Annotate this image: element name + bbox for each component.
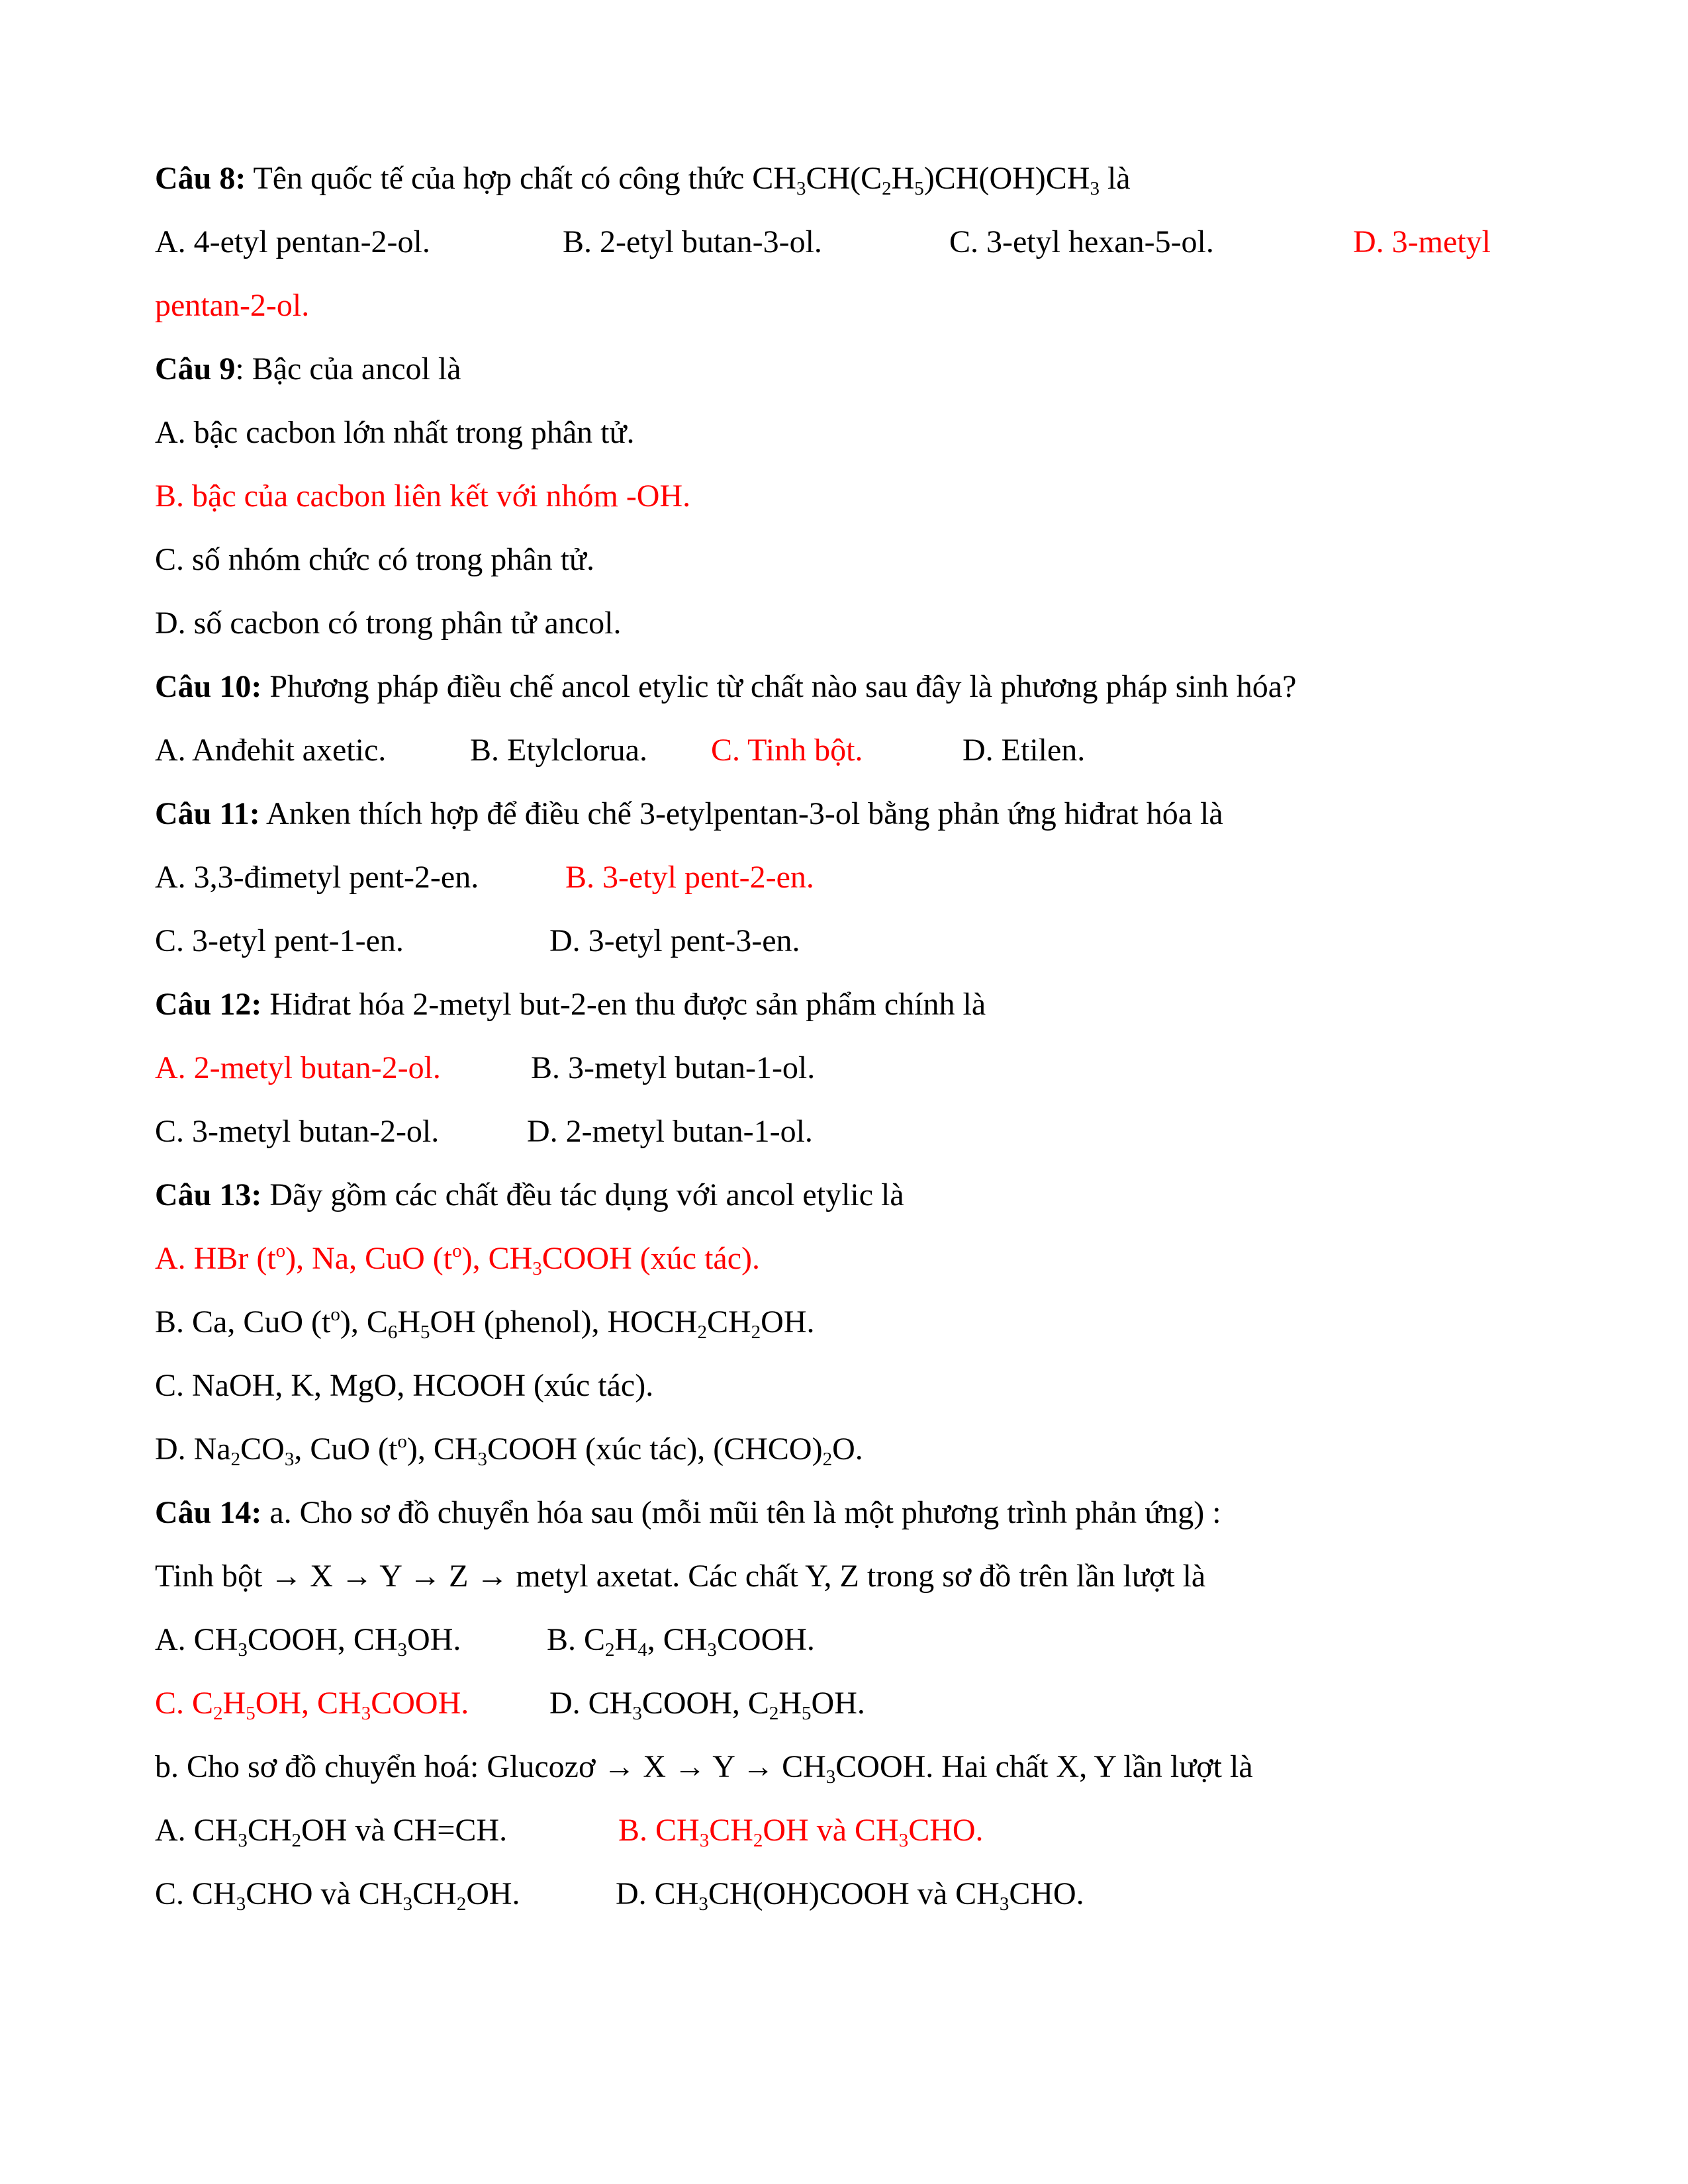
option-text: OH. bbox=[466, 1876, 520, 1911]
option-text: ), CH bbox=[406, 1432, 478, 1467]
option-text: A. CH bbox=[155, 1622, 238, 1657]
subscript: 2 bbox=[822, 1449, 833, 1470]
q14a-options-cd bbox=[155, 1684, 1479, 1723]
q9-option-c: C. số nhóm chức có trong phân tử. bbox=[155, 542, 594, 577]
option-text: H bbox=[397, 1304, 421, 1340]
q14-part-a-stem: a. Cho sơ đồ chuyển hóa sau (mỗi mũi tên là một phương trình phản ứng) : bbox=[261, 1495, 1221, 1530]
option-text: COOH. bbox=[371, 1686, 469, 1721]
q12-stem-text: Hiđrat hóa 2-metyl but-2-en thu được sản phẩm chính là bbox=[261, 987, 986, 1022]
q8-option-a: A. 4-etyl pentan-2-ol. bbox=[155, 224, 430, 259]
option-text: H bbox=[614, 1622, 638, 1657]
q8-stem-text: là bbox=[1099, 161, 1131, 196]
q13-option-c: C. NaOH, K, MgO, HCOOH (xúc tác). bbox=[155, 1368, 654, 1403]
q12-option-b: B. 3-metyl butan-1-ol. bbox=[531, 1050, 816, 1085]
q11-label: Câu 11: bbox=[155, 796, 260, 831]
q12-stem bbox=[155, 985, 986, 1024]
subscript: 2 bbox=[769, 1703, 779, 1724]
subscript: 3 bbox=[236, 1893, 246, 1915]
subscript: 3 bbox=[238, 1830, 248, 1851]
option-text: OH. bbox=[407, 1622, 461, 1657]
q14b-option-b-correct bbox=[618, 1811, 984, 1850]
option-text: OH và CH bbox=[763, 1813, 899, 1848]
option-text: D. CH bbox=[616, 1876, 699, 1911]
option-text: A. CH bbox=[155, 1813, 238, 1848]
option-text: CHO. bbox=[1009, 1876, 1084, 1911]
q14a-option-b bbox=[547, 1620, 815, 1660]
q14-label: Câu 14: bbox=[155, 1495, 262, 1530]
q14-part-b-stem bbox=[155, 1747, 1253, 1787]
option-text: , CH bbox=[647, 1622, 708, 1657]
subscript: 2 bbox=[605, 1639, 615, 1661]
subscript: 3 bbox=[284, 1449, 295, 1470]
q12-option-a-correct: A. 2-metyl butan-2-ol. bbox=[155, 1050, 441, 1085]
q8-label: Câu 8: bbox=[155, 161, 246, 196]
q8-option-d-continued: pentan-2-ol. bbox=[155, 288, 310, 323]
q9-stem bbox=[155, 349, 461, 389]
q10-stem bbox=[155, 667, 1296, 707]
q14-part-a-scheme: Tinh bột → X → Y → Z → metyl axetat. Các chất Y, Z trong sơ đồ trên lần lượt là bbox=[155, 1559, 1206, 1594]
option-text: B. C bbox=[547, 1622, 606, 1657]
option-text: C. C bbox=[155, 1686, 214, 1721]
option-text: COOH. bbox=[716, 1622, 815, 1657]
q14b-option-c bbox=[155, 1874, 520, 1914]
subscript: 3 bbox=[477, 1449, 487, 1470]
option-text: CH bbox=[412, 1876, 457, 1911]
subscript: 3 bbox=[632, 1703, 642, 1724]
option-text: OH (phenol), HOCH bbox=[430, 1304, 698, 1340]
q14b-option-d bbox=[616, 1874, 1084, 1914]
q12-option-c: C. 3-metyl butan-2-ol. bbox=[155, 1114, 440, 1149]
q8-stem-text: )CH(OH)CH bbox=[923, 161, 1090, 196]
q8-stem-text: Tên quốc tế của hợp chất có công thức CH bbox=[246, 161, 796, 196]
q14a-option-c-correct bbox=[155, 1684, 469, 1723]
q14a-option-a bbox=[155, 1620, 461, 1660]
q10-option-c-correct: C. Tinh bột. bbox=[711, 733, 863, 768]
q14b-options-cd bbox=[155, 1874, 1479, 1914]
option-text: CH bbox=[247, 1813, 292, 1848]
q11-option-a: A. 3,3-đimetyl pent-2-en. bbox=[155, 860, 479, 895]
q13-stem bbox=[155, 1175, 904, 1215]
option-text: CHO. bbox=[908, 1813, 984, 1848]
q11-option-c: C. 3-etyl pent-1-en. bbox=[155, 923, 404, 958]
option-text: B. Ca, CuO (t bbox=[155, 1304, 331, 1340]
subscript: 5 bbox=[420, 1322, 430, 1343]
subscript: 3 bbox=[397, 1639, 408, 1661]
q11-options-ab bbox=[155, 858, 1479, 897]
subscript: 3 bbox=[532, 1258, 542, 1279]
q12-options-cd bbox=[155, 1112, 1479, 1152]
subscript: 5 bbox=[802, 1703, 812, 1724]
q9-option-a: A. bậc cacbon lớn nhất trong phân tử. bbox=[155, 415, 635, 450]
q8-option-b: B. 2-etyl butan-3-ol. bbox=[563, 224, 822, 259]
subscript: 2 bbox=[291, 1830, 302, 1851]
q10-option-a: A. Anđehit axetic. bbox=[155, 733, 387, 768]
stem-text: COOH. Hai chất X, Y lần lượt là bbox=[835, 1749, 1253, 1784]
q12-options-ab bbox=[155, 1048, 1479, 1088]
q9-option-d: D. số cacbon có trong phân tử ancol. bbox=[155, 606, 622, 641]
option-text: B. CH bbox=[618, 1813, 700, 1848]
subscript: 3 bbox=[1090, 178, 1100, 199]
subscript: 3 bbox=[825, 1766, 836, 1788]
q8-stem-text: CH(C bbox=[806, 161, 882, 196]
option-text: COOH, CH bbox=[247, 1622, 398, 1657]
option-text: H bbox=[778, 1686, 802, 1721]
subscript: 3 bbox=[707, 1639, 717, 1661]
option-text: OH, CH bbox=[255, 1686, 361, 1721]
stem-text: b. Cho sơ đồ chuyển hoá: Glucozơ → X → Y → CH bbox=[155, 1749, 826, 1784]
subscript: 3 bbox=[361, 1703, 371, 1724]
subscript: 2 bbox=[697, 1322, 707, 1343]
subscript: 2 bbox=[882, 178, 892, 199]
option-text: COOH (xúc tác). bbox=[541, 1241, 761, 1276]
option-text: COOH (xúc tác), (CHCO) bbox=[487, 1432, 823, 1467]
q10-stem-text: Phương pháp điều chế ancol etylic từ chất nào sau đây là phương pháp sinh hóa? bbox=[261, 669, 1297, 704]
q11-option-b-correct: B. 3-etyl pent-2-en. bbox=[565, 860, 814, 895]
subscript: 6 bbox=[387, 1322, 398, 1343]
option-text: OH và CH=CH. bbox=[301, 1813, 508, 1848]
q8-stem bbox=[155, 159, 1131, 199]
q8-options bbox=[155, 222, 1545, 262]
superscript: o bbox=[330, 1304, 340, 1325]
option-text: O. bbox=[832, 1432, 863, 1467]
subscript: 5 bbox=[914, 178, 924, 199]
option-text: COOH, C bbox=[641, 1686, 769, 1721]
subscript: 2 bbox=[456, 1893, 467, 1915]
q10-options bbox=[155, 731, 1479, 770]
superscript: o bbox=[452, 1240, 462, 1261]
q11-stem bbox=[155, 794, 1223, 834]
option-text: A. HBr (t bbox=[155, 1241, 276, 1276]
q9-label: Câu 9 bbox=[155, 351, 236, 387]
q9-option-b-correct: B. bậc của cacbon liên kết với nhóm -OH. bbox=[155, 478, 691, 514]
q11-stem-text: Anken thích hợp để điều chế 3-etylpentan-3-ol bằng phản ứng hiđrat hóa là bbox=[259, 796, 1223, 831]
q14a-option-d bbox=[549, 1684, 865, 1723]
option-text: C. CH bbox=[155, 1876, 236, 1911]
option-text: D. CH bbox=[549, 1686, 633, 1721]
q10-label: Câu 10: bbox=[155, 669, 262, 704]
option-text: ), C bbox=[340, 1304, 388, 1340]
q13-option-d bbox=[155, 1430, 863, 1469]
option-text: OH. bbox=[811, 1686, 865, 1721]
q14-stem bbox=[155, 1493, 1221, 1533]
subscript: 2 bbox=[230, 1449, 241, 1470]
q13-option-b bbox=[155, 1302, 814, 1342]
subscript: 3 bbox=[999, 1893, 1009, 1915]
option-text: CH(OH)COOH và CH bbox=[708, 1876, 1000, 1911]
q10-option-b: B. Etylclorua. bbox=[470, 733, 647, 768]
q14b-options-ab bbox=[155, 1811, 1479, 1850]
q8-option-d-correct: D. 3-metyl bbox=[1353, 224, 1491, 259]
q9-stem-text: : Bậc của ancol là bbox=[235, 351, 461, 387]
subscript: 3 bbox=[898, 1830, 909, 1851]
subscript: 2 bbox=[751, 1322, 761, 1343]
subscript: 3 bbox=[699, 1830, 710, 1851]
q12-option-d: D. 2-metyl butan-1-ol. bbox=[527, 1114, 813, 1149]
q13-option-a-correct bbox=[155, 1239, 760, 1279]
q8-stem-text: H bbox=[891, 161, 915, 196]
subscript: 4 bbox=[637, 1639, 647, 1661]
subscript: 5 bbox=[246, 1703, 256, 1724]
option-text: CH bbox=[709, 1813, 753, 1848]
option-text: CH bbox=[706, 1304, 751, 1340]
q10-option-d: D. Etilen. bbox=[962, 733, 1086, 768]
superscript: o bbox=[397, 1431, 407, 1452]
q12-label: Câu 12: bbox=[155, 987, 262, 1022]
subscript: 3 bbox=[402, 1893, 413, 1915]
option-text: ), CH bbox=[461, 1241, 533, 1276]
subscript: 3 bbox=[698, 1893, 708, 1915]
superscript: o bbox=[275, 1240, 286, 1261]
option-text: H bbox=[222, 1686, 246, 1721]
q11-options-cd bbox=[155, 921, 1479, 961]
option-text: , CuO (t bbox=[294, 1432, 398, 1467]
option-text: OH. bbox=[761, 1304, 815, 1340]
q14b-option-a bbox=[155, 1811, 507, 1850]
subscript: 2 bbox=[753, 1830, 763, 1851]
subscript: 2 bbox=[213, 1703, 223, 1724]
q13-label: Câu 13: bbox=[155, 1177, 262, 1212]
subscript: 3 bbox=[238, 1639, 248, 1661]
q14a-options-ab bbox=[155, 1620, 1479, 1660]
subscript: 3 bbox=[796, 178, 806, 199]
option-text: CO bbox=[240, 1432, 285, 1467]
option-text: CHO và CH bbox=[246, 1876, 403, 1911]
q8-option-c: C. 3-etyl hexan-5-ol. bbox=[949, 224, 1214, 259]
option-text: D. Na bbox=[155, 1432, 231, 1467]
q11-option-d: D. 3-etyl pent-3-en. bbox=[549, 923, 800, 958]
q13-stem-text: Dãy gồm các chất đều tác dụng với ancol etylic là bbox=[261, 1177, 904, 1212]
option-text: ), Na, CuO (t bbox=[285, 1241, 453, 1276]
